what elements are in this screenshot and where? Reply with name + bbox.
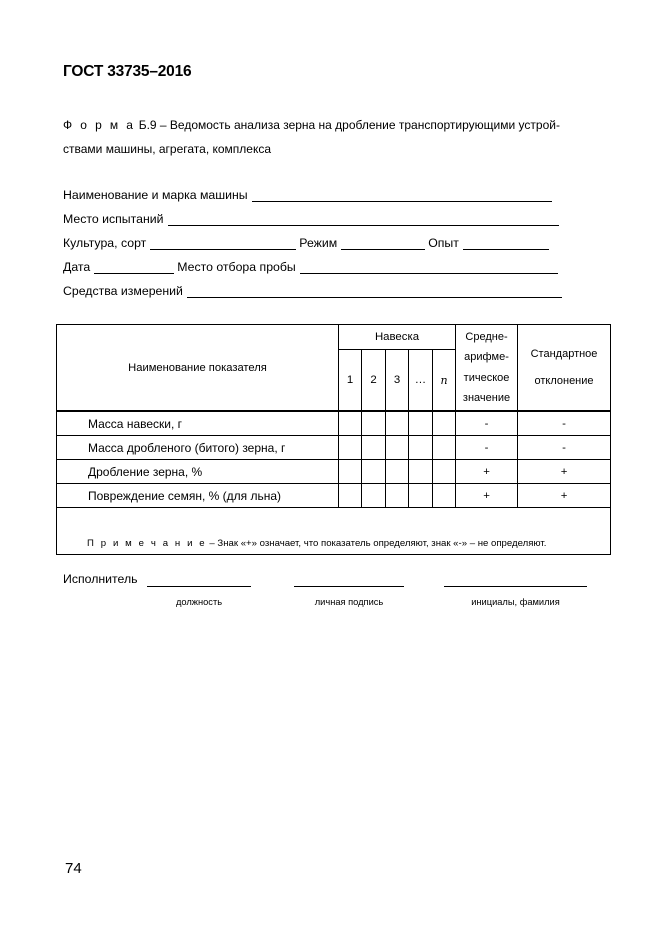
analysis-table: [56, 324, 611, 555]
note-row: [57, 508, 611, 555]
field-trial-label: Опыт: [428, 236, 459, 250]
sample-cell[interactable]: [433, 411, 456, 436]
sample-cell[interactable]: [339, 411, 362, 436]
sample-cell[interactable]: [339, 484, 362, 508]
field-trial-blank[interactable]: [463, 238, 549, 250]
field-instruments: [63, 282, 565, 298]
signature-blank[interactable]: [294, 585, 404, 587]
sample-cell[interactable]: [386, 436, 409, 460]
field-machine-blank[interactable]: [252, 190, 552, 202]
header-mean-line: значение: [462, 392, 511, 404]
header-indicator-name: Наименование показателя: [57, 325, 339, 412]
field-mode-blank[interactable]: [341, 238, 425, 250]
sample-cell[interactable]: [433, 484, 456, 508]
field-crop-row: [63, 234, 552, 250]
sample-cell[interactable]: [362, 436, 386, 460]
std-cell: +: [518, 484, 611, 508]
name-caption: инициалы, фамилия: [471, 597, 560, 607]
table-row: [57, 484, 611, 508]
form-title-text: Б.9 – Ведомость анализа зерна на дробление транспортирующими устрой-: [138, 118, 560, 132]
page-number: 74: [65, 860, 82, 877]
sample-cell[interactable]: [362, 460, 386, 484]
sample-cell[interactable]: [409, 436, 433, 460]
header-sample-1: 1: [339, 350, 362, 412]
form-title-line-2: ствами машины, агрегата, комплекса: [63, 142, 272, 156]
name-blank[interactable]: [444, 585, 587, 587]
note-label: П р и м е ч а н и е: [87, 538, 207, 549]
form-label: Ф о р м а: [63, 118, 136, 132]
header-mean: [456, 325, 518, 412]
header-std-line: отклонение: [534, 374, 594, 387]
row-label: Масса навески, г: [57, 411, 339, 436]
header-std-line: Стандартное: [530, 347, 598, 360]
table-row: [57, 460, 611, 484]
field-sampling-label: Место отбора пробы: [177, 260, 296, 274]
sample-cell[interactable]: [433, 460, 456, 484]
header-mean-line: тическое: [463, 371, 510, 384]
mean-cell: -: [456, 436, 518, 460]
sample-cell[interactable]: [386, 460, 409, 484]
std-cell: -: [518, 411, 611, 436]
header-mean-line: арифме-: [464, 351, 509, 363]
header-sample-2: 2: [362, 350, 386, 412]
mean-cell: +: [456, 484, 518, 508]
mean-cell: -: [456, 411, 518, 436]
field-machine-label: Наименование и марка машины: [63, 188, 248, 202]
header-sample-group: Навеска: [339, 325, 456, 350]
form-title: [63, 113, 603, 161]
header-std: [518, 325, 611, 412]
field-instruments-label: Средства измерений: [63, 284, 183, 298]
position-blank[interactable]: [147, 585, 251, 587]
signature-block: [63, 570, 603, 610]
field-date-row: [63, 258, 561, 274]
field-crop-blank[interactable]: [150, 238, 296, 250]
sample-cell[interactable]: [433, 436, 456, 460]
sample-cell[interactable]: [362, 484, 386, 508]
document-code: ГОСТ 33735–2016: [63, 63, 192, 80]
sample-cell[interactable]: [409, 484, 433, 508]
header-mean-line: Средне-: [465, 330, 508, 343]
field-test-place-label: Место испытаний: [63, 212, 164, 226]
note-text: – Знак «+» означает, что показатель определяют, знак «-» – не определяют.: [206, 538, 547, 549]
sample-cell[interactable]: [386, 411, 409, 436]
table-note: [57, 508, 611, 555]
field-machine: [63, 186, 555, 202]
sample-cell[interactable]: [409, 411, 433, 436]
field-sampling-blank[interactable]: [300, 262, 558, 274]
field-date-label: Дата: [63, 260, 91, 274]
sample-cell[interactable]: [339, 436, 362, 460]
header-sample-n: n: [433, 350, 456, 412]
field-test-place-blank[interactable]: [168, 214, 559, 226]
sample-cell[interactable]: [386, 484, 409, 508]
sample-cell[interactable]: [339, 460, 362, 484]
header-sample-ellipsis: …: [409, 350, 433, 412]
position-caption: должность: [175, 597, 223, 607]
form-title-line-1: [63, 113, 603, 137]
signature-caption: личная подпись: [314, 597, 384, 607]
sample-cell[interactable]: [409, 460, 433, 484]
row-label: Повреждение семян, % (для льна): [57, 484, 339, 508]
sample-cell[interactable]: [362, 411, 386, 436]
field-date-blank[interactable]: [94, 262, 174, 274]
mean-cell: +: [456, 460, 518, 484]
std-cell: +: [518, 460, 611, 484]
field-crop-label: Культура, сорт: [63, 236, 147, 250]
field-mode-label: Режим: [299, 236, 338, 250]
table-row: [57, 411, 611, 436]
std-cell: -: [518, 436, 611, 460]
signer-label: Исполнитель: [63, 572, 138, 586]
table-row: [57, 436, 611, 460]
field-test-place: [63, 210, 562, 226]
row-label: Дробление зерна, %: [57, 460, 339, 484]
field-instruments-blank[interactable]: [187, 286, 562, 298]
row-label: Масса дробленого (битого) зерна, г: [57, 436, 339, 460]
header-sample-3: 3: [386, 350, 409, 412]
